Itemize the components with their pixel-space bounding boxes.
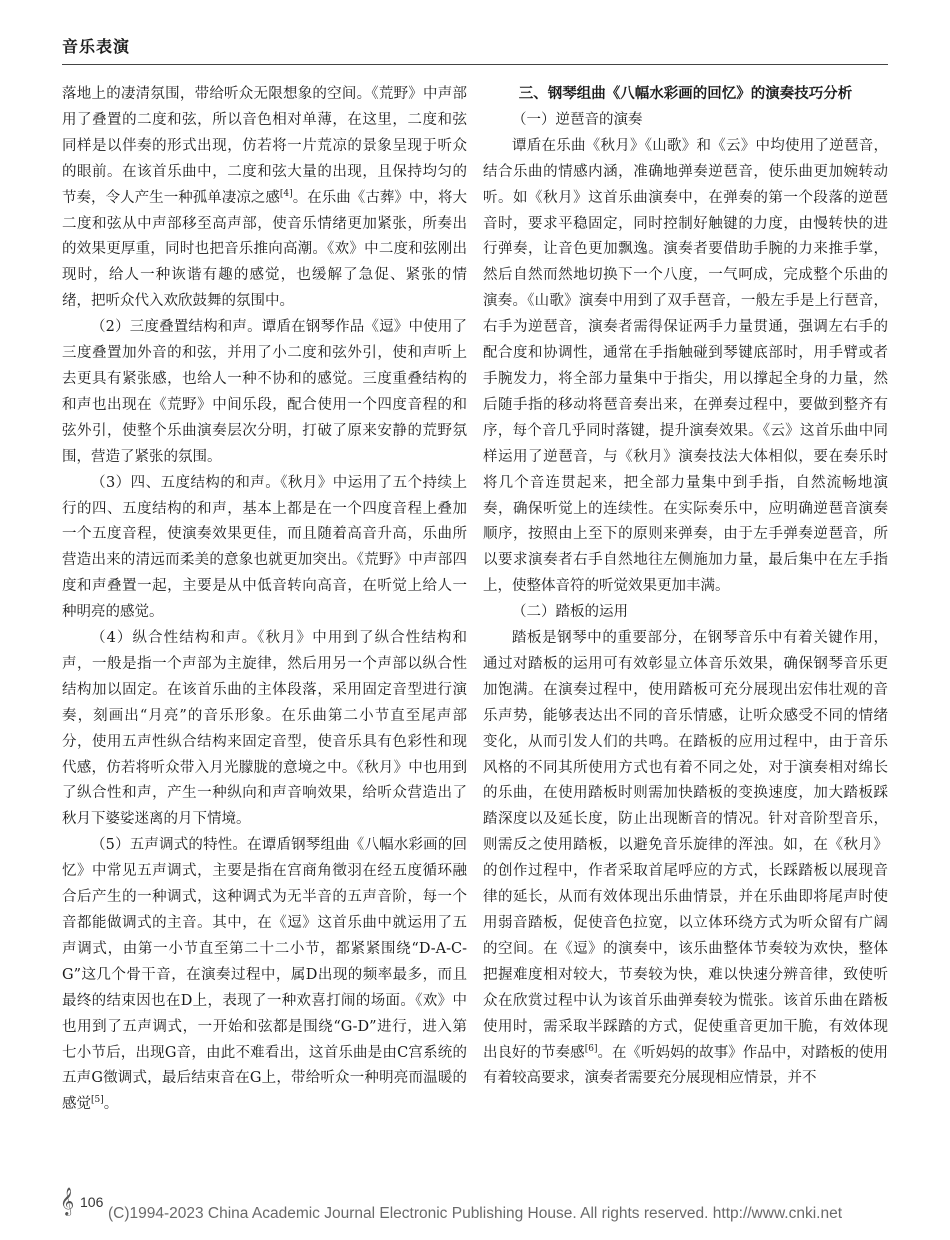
header-divider <box>62 64 888 65</box>
paragraph-pedal-usage: 踏板是钢琴中的重要部分，在钢琴音乐中有着关键作用，通过对踏板的运用可有效彰显立体音乐效果，确保钢琴音乐更加饱满。在演奏过程中，使用踏板可充分展现出宏伟壮观的音乐声势，能够表达出不同的音乐情感，让听众感受不同的情绪变化，从而引发人们的共鸣。在踏板的应用过程中，由于音乐风格的不同其所使用方式也有着不同之处，对于演奏相对绵长的乐曲，在使用踏板时则需加快踏板的变换速度，加大踏板踩踏深度以及延长度，防止出现断音的情况。针对音阶型音乐，则需反之使用踏板，以避免音乐旋律的浑浊。如，在《秋月》的创作过程中，作者采取首尾呼应的方式，长踩踏板以展现音律的延长，从而有效体现出乐曲情景，并在乐曲即将尾声时使用弱音踏板，促使音色拉宽，以立体环绕方式为听众留有广阔的空间。在《逗》的演奏中，该乐曲整体节奏较为欢快，整体把握难度相对较大，节奏较为快，难以快速分辨音律，致使听众在欣赏过程中认为该首乐曲弹奏较为慌张。该首乐曲在踏板使用时，需采取半踩踏的方式，促使重音更加干脆，有效体现出良好的节奏感[6]。在《听妈妈的故事》作品中，对踏板的使用有着较高要求，演奏者需要充分展现相应情景，并不 <box>483 630 889 1087</box>
paragraph-second-chord-continued: 落地上的凄清氛围，带给听众无限想象的空间。《荒野》中声部用了叠置的二度和弦，所以音色相对单薄，在这里，二度和弦同样是以伴奏的形式出现，仿若将一片荒凉的景象呈现于听众的眼前。在该首乐曲中，二度和弦大量的出现，且保持均匀的节奏，令人产生一种孤单凄凉之感[4]。在乐曲《古葬》中，将大二度和弦从中声部移至高声部，使音乐情绪更加紧张，所奏出的效果更厚重，同时也把音乐推向高潮。《欢》中二度和弦刚出现时，给人一种诙谐有趣的感觉，也缓解了急促、紧张的情绪，把听众代入欢欣鼓舞的氛围中。 <box>62 86 468 310</box>
citation-5: [5] <box>91 1095 104 1106</box>
subsection-heading-arpeggio: （一）逆琶音的演奏 <box>512 111 643 128</box>
right-column <box>483 82 888 1092</box>
paragraph-third-chord: （2）三度叠置结构和声。谭盾在钢琴作品《逗》中使用了三度叠置加外音的和弦，并用了小二度和弦外引，使和声听上去更具有紧张感，也给人一种不协和的感觉。三度重叠结构的和声也出现在《荒野》中间乐段，配合使用一个四度音程的和弦外引，使整个乐曲演奏层次分明，打破了原来安静的荒野氛围，营造了紧张的氛围。 <box>62 319 467 465</box>
paragraph-fourth-fifth-chord: （3）四、五度结构的和声。《秋月》中运用了五个持续上行的四、五度结构的和声，基本上都是在一个四度音程上叠加一个五度音程，使演奏效果更佳，而且随着高音升高，乐曲所营造出来的清远而柔美的意象也就更加突出。《荒野》中声部四度和声叠置一起，主要是从中低音转向高音，在听觉上给人一种明亮的感觉。 <box>62 474 467 621</box>
page-footer <box>0 1185 950 1235</box>
left-column <box>62 82 467 1118</box>
journal-section-title: 音乐表演 <box>62 37 131 56</box>
paragraph-pentatonic-mode: （5）五声调式的特性。在谭盾钢琴组曲《八幅水彩画的回忆》中常见五声调式，主要是指在宫商角徵羽在经五度循环融合后产生的一种调式，这种调式为无半音的五声音阶，每一个音都能做调式的主音。其中，在《逗》这首乐曲中就运用了五声调式，由第一小节直至第二十二小节，都紧紧围绕“D-A-C-G”这几个骨干音，在演奏过程中，属D出现的频率最多，而且最终的结束因也在D上，表现了一种欢喜打闹的场面。《欢》中也用到了五声调式，一开始和弦都是围绕“G-D”进行，进入第七小节后，出现G音，由此不难看出，这首乐曲是由C宫系统的五声G徵调式，最后结束音在G上，带给听众一种明亮而温暖的感觉[5]。 <box>62 837 467 1113</box>
paragraph-vertical-chord: （4）纵合性结构和声。《秋月》中用到了纵合性结构和声，一般是指一个声部为主旋律，然后用另一个声部以纵合性结构加以固定。在该首乐曲的主体段落，采用固定音型进行演奏，刻画出“月亮”的音乐形象。在乐曲第二小节直至尾声部分，使用五声性纵合结构来固定音型，使音乐具有色彩性和现代感，仿若将听众带入月光朦胧的意境之中。《秋月》中也用到了纵合性和声，产生一种纵向和声音响效果，给听众营造出了秋月下婆娑迷离的月下情境。 <box>62 630 467 828</box>
subsection-heading-pedal: （二）踏板的运用 <box>512 604 628 621</box>
treble-clef-icon: 𝄞 <box>60 1187 75 1215</box>
citation-4: [4] <box>279 188 293 199</box>
section-heading: 三、钢琴组曲《八幅水彩画的回忆》的演奏技巧分析 <box>518 86 853 102</box>
page-number: 106 <box>80 1194 104 1210</box>
paragraph-reverse-arpeggio: 谭盾在乐曲《秋月》《山歌》和《云》中均使用了逆琶音，结合乐曲的情感内涵，准确地弹奏逆琶音，使乐曲更加婉转动听。如《秋月》这首乐曲演奏中，在弹奏的第一个段落的逆琶音时，要求平稳固定，同时控制好触键的力度，由慢转快的进行弹奏，让音色更加飘逸。演奏者要借助手腕的力来推手掌，然后自然而然地切换下一个八度，一气呵成，完成整个乐曲的演奏。《山歌》演奏中用到了双手琶音，一般左手是上行琶音，右手为逆琶音，演奏者需得保证两手力量贯通，强调左右手的配合度和协调性，通常在手指触碰到琴键底部时，用手臂或者手腕发力，将全部力量集中于指尖，用以撑起全身的力量，然后随手指的移动将琶音奏出来，在弹奏过程中，要做到整齐有序，每个音几乎同时落键，提升演奏效果。《云》这首乐曲中同样运用了逆琶音，与《秋月》演奏技法大体相似，要在奏乐时将几个音连贯起来，把全部力量集中到手指，自然流畅地演奏，确保听觉上的连续性。在实际奏乐中，应明确逆琶音演奏顺序，按照由上至下的原则来弹奏，由于左手弹奏逆琶音，所以要求演奏者右手自然地往左侧施加力量，最后集中在左手指上，使整体音符的听觉效果更加丰满。 <box>483 137 888 595</box>
citation-6: [6] <box>584 1043 598 1054</box>
copyright-notice: (C)1994-2023 China Academic Journal Electronic Publishing House. All rights reserved. http://www.cnki.net <box>107 1205 843 1222</box>
